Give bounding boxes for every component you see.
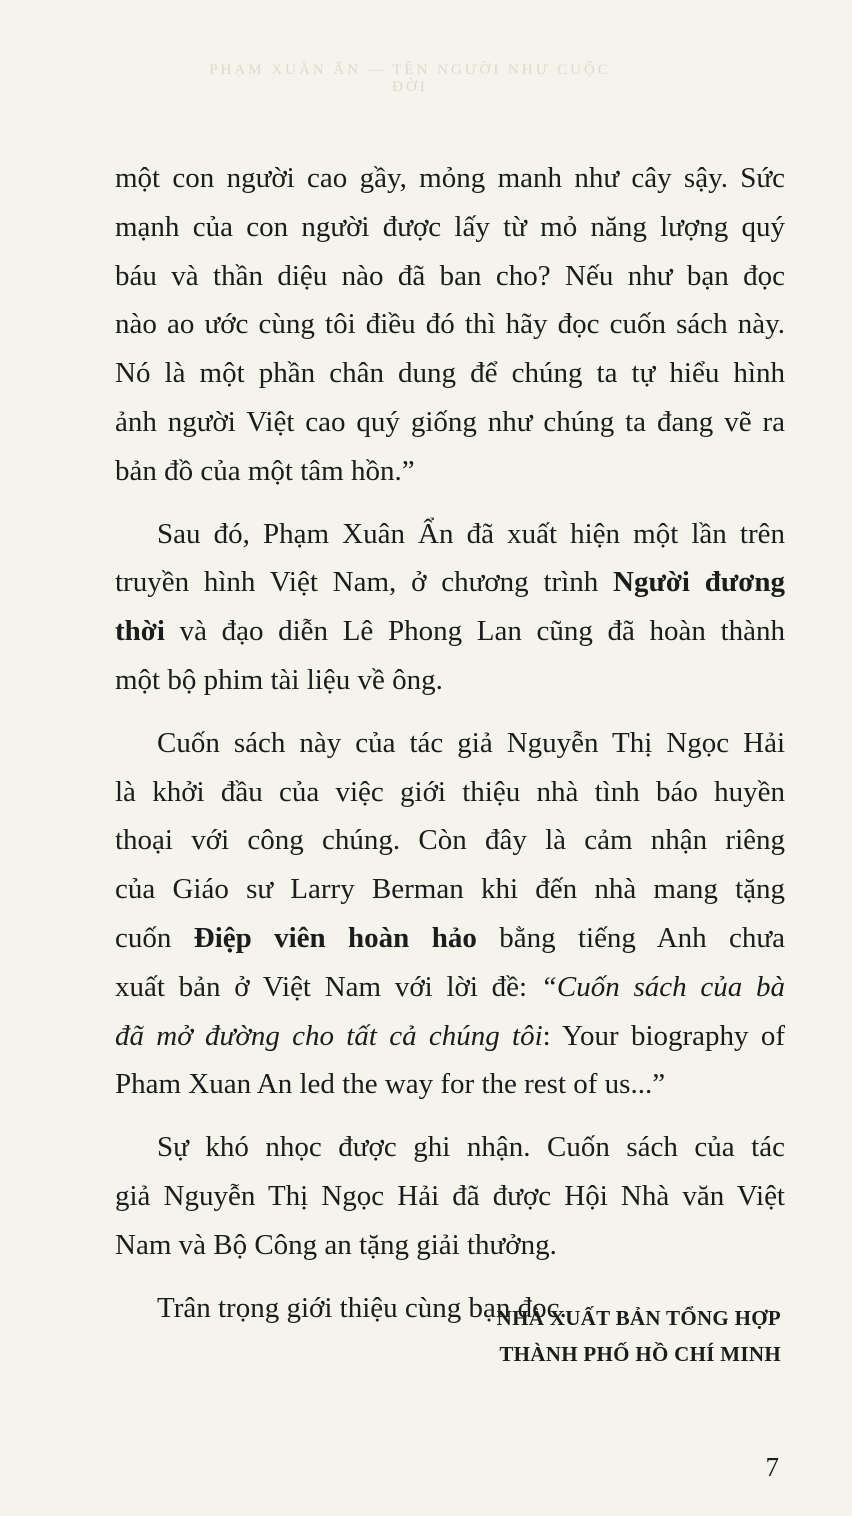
text-line xyxy=(115,865,785,914)
text-run: Trân trọng giới thiệu cùng bạn đọc. xyxy=(157,1291,567,1324)
text-line xyxy=(115,914,785,963)
text-line xyxy=(115,558,785,607)
bold-text: thời xyxy=(115,615,165,648)
paragraph-gap xyxy=(115,1109,785,1123)
text-run: Nó là một phần chân dung để chúng ta tự hiểu hình xyxy=(115,357,785,390)
text-line xyxy=(115,300,785,349)
text-line xyxy=(115,963,785,1012)
signature-line-2: THÀNH PHỐ HỒ CHÍ MINH xyxy=(499,1342,781,1366)
text-run: xuất bản ở Việt Nam với lời đề: xyxy=(115,970,541,1003)
text-run: bằng tiếng Anh chưa xyxy=(476,921,785,954)
paragraph-gap xyxy=(115,1270,785,1284)
text-run: và đạo diễn Lê Phong Lan cũng đã hoàn thành xyxy=(164,615,785,648)
text-run: Nam và Bộ Công an tặng giải thưởng. xyxy=(115,1228,557,1261)
running-head: PHẠM XUÂN ẨN — TÊN NGƯỜI NHƯ CUỘC ĐỜI xyxy=(209,62,611,95)
text-run: Sự khó nhọc được ghi nhận. Cuốn sách của tác xyxy=(157,1131,785,1164)
text-line xyxy=(115,510,785,559)
text-run: : Your biography of xyxy=(542,1019,785,1052)
text-line xyxy=(115,656,785,705)
text-run: giả Nguyễn Thị Ngọc Hải đã được Hội Nhà văn Việt xyxy=(115,1179,785,1212)
text-line xyxy=(115,719,785,768)
text-run: là khởi đầu của việc giới thiệu nhà tình báo huyền xyxy=(115,775,785,808)
text-run: mạnh của con người được lấy từ mỏ năng lượng quý xyxy=(115,210,785,243)
text-line xyxy=(115,1221,785,1270)
text-line xyxy=(115,349,785,398)
text-run: truyền hình Việt Nam, ở chương trình xyxy=(115,566,614,599)
bold-text: Người đương xyxy=(613,566,785,599)
text-run: nào ao ước cùng tôi điều đó thì hãy đọc cuốn sách này. xyxy=(115,308,785,341)
text-line xyxy=(115,447,785,496)
body-text xyxy=(115,154,785,1332)
signature-line-1: NHÀ XUẤT BẢN TỔNG HỢP xyxy=(496,1306,781,1330)
paragraph xyxy=(115,1123,785,1269)
text-run: của Giáo sư Larry Berman khi đến nhà mang tặng xyxy=(115,873,785,906)
text-line xyxy=(115,1172,785,1221)
text-run: một con người cao gầy, mỏng manh như cây sậy. Sức xyxy=(115,162,785,194)
text-line xyxy=(115,1012,785,1061)
page-number: 7 xyxy=(765,1452,779,1482)
text-line xyxy=(115,768,785,817)
paragraph xyxy=(115,154,785,496)
text-run: Sau đó, Phạm Xuân Ẩn đã xuất hiện một lần trên xyxy=(157,517,785,550)
text-run: một bộ phim tài liệu về ông. xyxy=(115,663,443,696)
text-line xyxy=(115,816,785,865)
publisher-signature xyxy=(497,1300,781,1372)
paragraph xyxy=(115,719,785,1109)
bold-text: Điệp viên hoàn hảo xyxy=(193,921,477,954)
text-run: báu và thần diệu nào đã ban cho? Nếu như bạn đọc xyxy=(115,259,785,292)
text-line xyxy=(115,154,785,203)
text-run: cuốn xyxy=(115,921,194,954)
italic-text: đã mở đường cho tất cả chúng tôi xyxy=(115,1019,543,1052)
paragraph xyxy=(115,510,785,705)
italic-text: “Cuốn sách của bà xyxy=(540,970,785,1003)
paragraph-gap xyxy=(115,705,785,719)
text-run: ảnh người Việt cao quý giống như chúng ta đang vẽ ra xyxy=(115,405,785,438)
text-run: Pham Xuan An led the way for the rest of us...” xyxy=(115,1068,666,1101)
text-line xyxy=(115,607,785,656)
text-run: bản đồ của một tâm hồn.” xyxy=(115,454,415,487)
text-run: thoại với công chúng. Còn đây là cảm nhận riêng xyxy=(115,824,785,857)
text-line xyxy=(115,1060,785,1109)
text-line xyxy=(115,252,785,301)
text-run: Cuốn sách này của tác giả Nguyễn Thị Ngọc Hải xyxy=(157,726,785,759)
text-line xyxy=(115,1123,785,1172)
paragraph-gap xyxy=(115,496,785,510)
text-line xyxy=(115,398,785,447)
text-line xyxy=(115,203,785,252)
